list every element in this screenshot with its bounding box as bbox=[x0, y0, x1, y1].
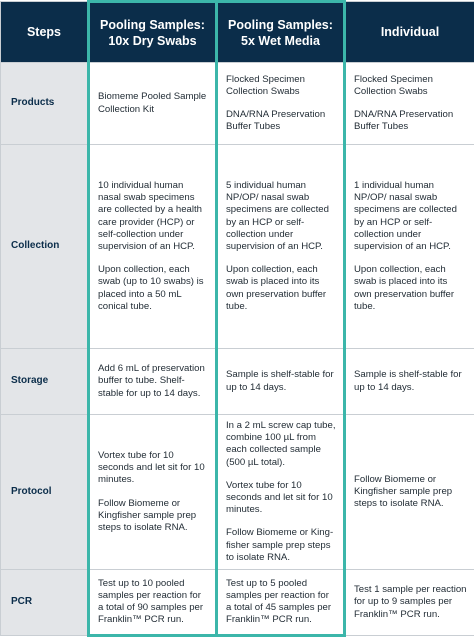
cell-text: Follow Biomeme or King-fisher sample prep steps to isolate RNA. bbox=[226, 527, 336, 564]
header-pooling-wet-media bbox=[217, 2, 345, 63]
header-pooling-dry-swabs bbox=[89, 2, 217, 63]
cell-text: Test up to 10 pooled samples per reaction for a total of 90 samples per Franklin™ PCR run. bbox=[98, 578, 208, 627]
header-pooling-dry-sub: 10x Dry Swabs bbox=[108, 34, 196, 48]
cell-text: Vortex tube for 10 seconds and let sit for 10 minutes. bbox=[226, 480, 336, 517]
cell-pcr-dry bbox=[89, 570, 217, 636]
cell-text: Upon collection, each swab is placed into its own preservation buffer tube. bbox=[354, 264, 467, 313]
cell-text: Sample is shelf-stable for up to 14 days. bbox=[354, 369, 467, 393]
cell-text: 1 individual human NP/OP/ nasal swab specimens are collected by an HCP or self-collection under supervision of an HCP. bbox=[354, 180, 467, 253]
table-row-storage bbox=[1, 349, 474, 415]
cell-text: In a 2 mL screw cap tube, combine 100 µL from each collected sample (500 µL total). bbox=[226, 420, 336, 469]
step-label-products: Products bbox=[1, 63, 89, 145]
step-label-pcr: PCR bbox=[1, 570, 89, 636]
cell-products-wet bbox=[217, 63, 345, 145]
cell-text: Biomeme Pooled Sample Collection Kit bbox=[98, 91, 208, 115]
cell-text: Flocked Specimen Collection Swabs bbox=[354, 74, 467, 98]
table-header-row bbox=[1, 2, 474, 63]
header-individual: Individual bbox=[345, 2, 474, 63]
cell-text: Vortex tube for 10 seconds and let sit for 10 minutes. bbox=[98, 450, 208, 487]
cell-products-dry bbox=[89, 63, 217, 145]
cell-pcr-wet bbox=[217, 570, 345, 636]
cell-storage-individual bbox=[345, 349, 474, 415]
cell-text: Follow Biomeme or Kingfisher sample prep steps to isolate RNA. bbox=[98, 498, 208, 535]
cell-protocol-wet bbox=[217, 415, 345, 570]
header-pooling-wet-title: Pooling Samples: bbox=[228, 18, 333, 32]
header-pooling-dry-title: Pooling Samples: bbox=[100, 18, 205, 32]
table-row-pcr bbox=[1, 570, 474, 636]
table-row-protocol bbox=[1, 415, 474, 570]
cell-text: Add 6 mL of preservation buffer to tube. Shelf-stable for up to 14 days. bbox=[98, 363, 208, 400]
cell-collection-individual bbox=[345, 145, 474, 349]
cell-text: 5 individual human NP/OP/ nasal swab specimens are collected by an HCP or self-collection under supervision of an HCP. bbox=[226, 180, 336, 253]
cell-pcr-individual bbox=[345, 570, 474, 636]
step-label-collection: Collection bbox=[1, 145, 89, 349]
step-label-protocol: Protocol bbox=[1, 415, 89, 570]
cell-collection-wet bbox=[217, 145, 345, 349]
step-label-storage: Storage bbox=[1, 349, 89, 415]
cell-text: Sample is shelf-stable for up to 14 days. bbox=[226, 369, 336, 393]
cell-text: Upon collection, each swab (up to 10 swabs) is placed into a 50 mL conical tube. bbox=[98, 264, 208, 313]
cell-text: Test 1 sample per reaction for up to 9 samples per Franklin™ PCR run. bbox=[354, 584, 467, 621]
cell-protocol-individual bbox=[345, 415, 474, 570]
cell-storage-dry bbox=[89, 349, 217, 415]
cell-text: Test up to 5 pooled samples per reaction for a total of 45 samples per Franklin™ PCR run. bbox=[226, 578, 336, 627]
cell-text: 10 individual human nasal swab specimens are collected by a health care provider (HCP) or self-collection under supervision of an HCP. bbox=[98, 180, 208, 253]
header-pooling-wet-sub: 5x Wet Media bbox=[241, 34, 320, 48]
header-steps: Steps bbox=[1, 2, 89, 63]
cell-protocol-dry bbox=[89, 415, 217, 570]
table-row-collection bbox=[1, 145, 474, 349]
table-row-products bbox=[1, 63, 474, 145]
cell-products-individual bbox=[345, 63, 474, 145]
cell-text: Follow Biomeme or Kingfisher sample prep steps to isolate RNA. bbox=[354, 474, 467, 511]
cell-text: Upon collection, each swab is placed into its own preservation buffer tube. bbox=[226, 264, 336, 313]
cell-text: DNA/RNA Preservation Buffer Tubes bbox=[226, 109, 336, 133]
cell-collection-dry bbox=[89, 145, 217, 349]
cell-text: DNA/RNA Preservation Buffer Tubes bbox=[354, 109, 467, 133]
cell-text: Flocked Specimen Collection Swabs bbox=[226, 74, 336, 98]
cell-storage-wet bbox=[217, 349, 345, 415]
